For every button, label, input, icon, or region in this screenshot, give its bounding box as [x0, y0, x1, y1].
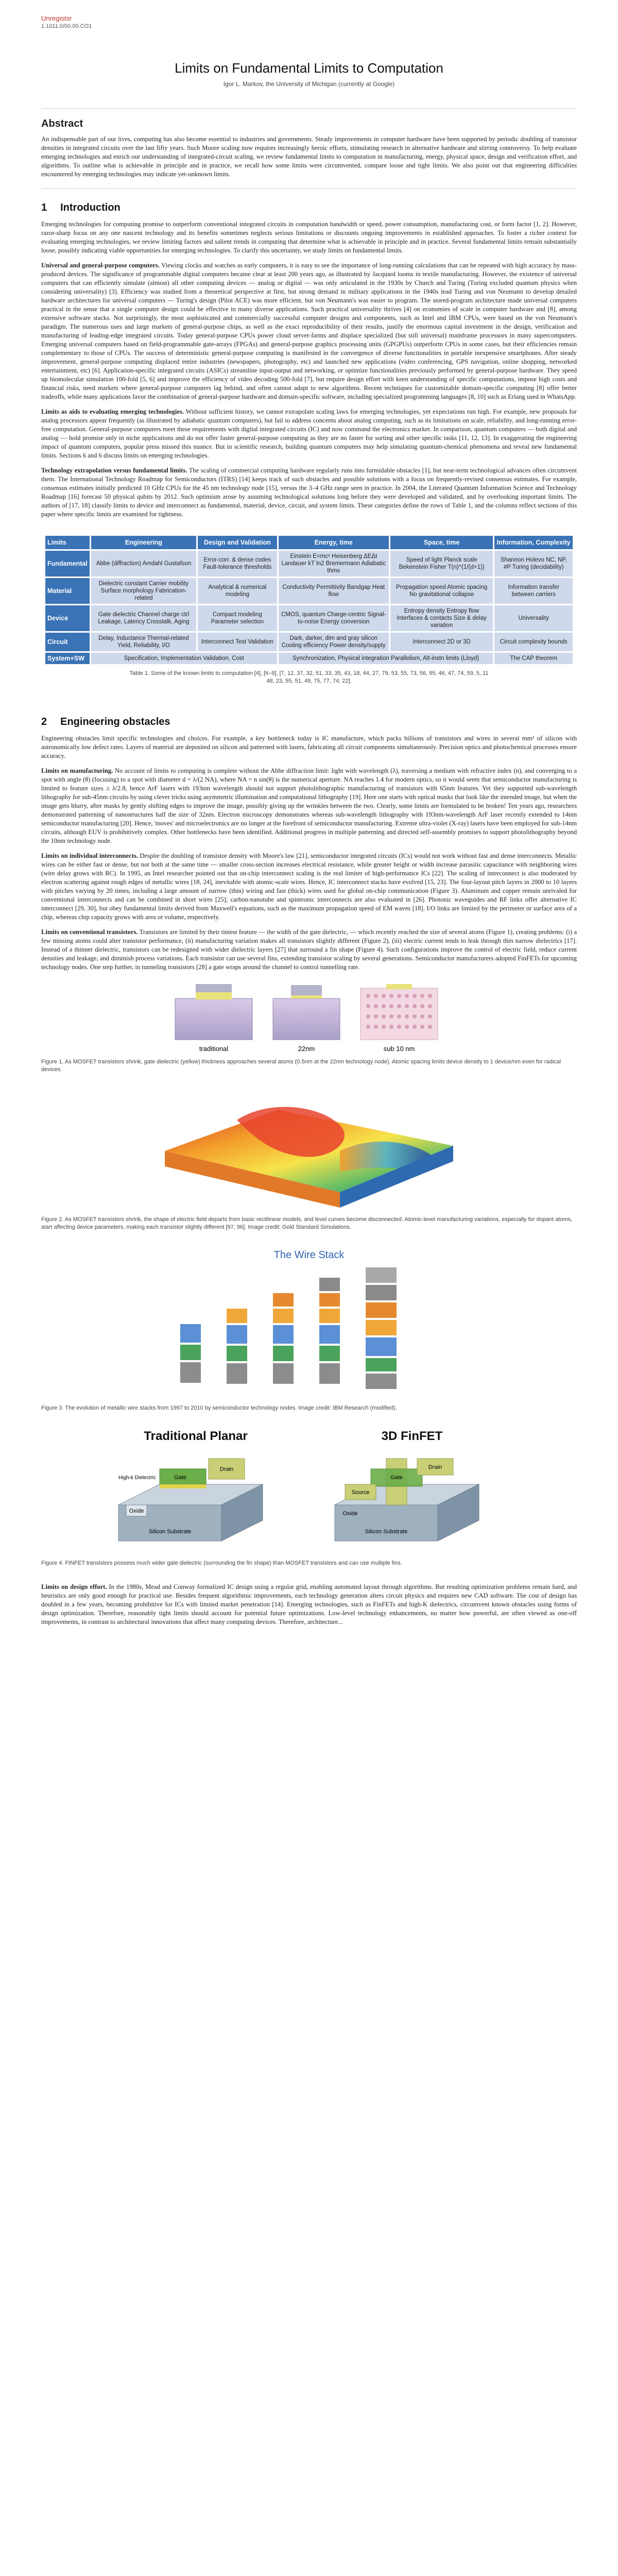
table-cell: Analytical & numerical modeling — [198, 578, 277, 604]
table-cell: Interconnect Test Validation — [198, 633, 277, 651]
table-cell: Abbe (diffraction) Amdahl Gustafson — [91, 551, 196, 577]
table-row — [45, 605, 573, 631]
table-row-header: Device — [45, 605, 90, 631]
table-cell: Universality — [494, 605, 573, 631]
paragraph — [41, 852, 577, 922]
paragraph-body: The scaling of commercial computing hardware regularly runs into formidable obstacles [1], but near-term technological advances often circumvent them. The International Technology Roadmap for Semiconductors (ITRS) [14] keeps track of such obstacles and possible solutions with a focus on frequently-revised consensus estimates. For example, consensus estimates initially predicted 10 GHz CPUs for the 45 nm technology node [15], versus the 3–4 GHz range seen in practice. In 2004, the Literated Quantum Information Science and Technology Roadmap [16] forecast 50 physical qubits by 2012. Such optimism arose by assuming technological solutions long before they were developed and validated, and by overlooking important limits. The authors of [17, 18] classify limits to device and interconnect as fundamental, material, device, circuit, and system limits. These categories define the rows of Table 1, and the columns reflect sections of this paper where specific limits are examined for tightness. — [41, 467, 577, 518]
paragraph-lead: Limits on design effort. — [41, 1583, 107, 1590]
figure-4-caption: Figure 4. FINFET transistors possess much wider gate dielectric (surrounding the fin shape) than MOSFET transistors and can use multiple fins. — [41, 1560, 402, 1566]
label-gate: Gate — [174, 1475, 186, 1481]
figure-1 — [41, 978, 577, 1055]
wire-stack-2000 — [227, 1309, 247, 1384]
label-silicon: Silicon Substrate — [365, 1529, 408, 1535]
table-row — [45, 578, 573, 604]
table-cell: Error-corr. & dense codes Fault-tolerance thresholds — [198, 551, 277, 577]
figure-title: The Wire Stack — [273, 1249, 345, 1261]
table-row-header: Material — [45, 578, 90, 604]
paragraph-lead: Limits as aids to evaluating emerging technologies. — [41, 408, 184, 415]
planar-vs-finfet-illustration — [98, 1428, 520, 1556]
figure-title: Traditional Planar — [144, 1429, 248, 1443]
table-cell: CMOS, quantum Charge-centric Signal-to-noise Energy conversion — [279, 605, 389, 631]
paragraph: Emerging technologies for computing promise to outperform conventional integrated circuits in computation bandwidth or speed, power consumption, manufacturing cost, or form factor [1, 2]. However, razor-sharp focus on any one nascent technology and its benefits sometimes neglects serious limitations or discounts ongoing improvements in established approaches. To foster a richer context for evaluating emerging technologies, we review limiting factors and salient trends in computing that determine what is achievable in principle and in practice. Several fundamental limits remain substantially loose, possibly indicating viable opportunities for emerging technologies. To clarify this uncertainty, we study limits on fundamental limits. — [41, 221, 577, 254]
figure-3-caption: Figure 3. The evolution of metallic wire stacks from 1997 to 2010 by semiconductor technology nodes. Image credit: IBM Research (modified). — [41, 1405, 397, 1411]
abstract-heading: Abstract — [41, 118, 83, 129]
figure-1-caption: Figure 1. As MOSFET transistors shrink, gate dielectric (yellow) thickness approaches several atoms (0.5nm at the 22nm technology node). Atomic spacing limits device density to 1 device/nm even for radical devices. — [41, 1059, 561, 1073]
author-line: Igor L. Markov, the University of Michigan (currently at Google) — [223, 80, 395, 88]
planar-transistor — [118, 1459, 263, 1541]
section-1-heading — [41, 202, 577, 214]
section-title: Engineering obstacles — [60, 716, 170, 727]
table-cell: Gate dielectric Channel charge ctrl Leakage, Latency Crosstalk, Aging — [91, 605, 196, 631]
table-cell: Interconnect 2D or 3D — [390, 633, 493, 651]
table-row-header: System+SW — [45, 653, 90, 664]
label-drain: Drain — [428, 1464, 442, 1470]
table-cell: Information transfer between carriers — [494, 578, 573, 604]
section-number: 1 — [41, 202, 47, 213]
table-cell: Propagation speed Atomic spacing No gravitational collapse — [390, 578, 493, 604]
table-header-cell: Engineering — [91, 536, 196, 549]
table-header-cell: Space, time — [390, 536, 493, 549]
section-2-heading — [41, 716, 577, 728]
paragraph-body: In the 1980s, Mead and Conway formalized IC design using a regular grid, enabling automated layout through algorithms. But resulting optimization problems remain hard, and heuristics are only good enough for practical use. Besides frequent algorithmic improvements, each technology generation alters circuit physics and requires new CAD software. The cost of design has doubled in a few years, becoming prohibitive for ICs with limited market penetration [14]. Emerging technologies, such as FinFETs and high-K dielectrics, circumvent known obstacles using forms of design optimization. Therefore, reasonably tight limits should account for potential future optimizations. Low-level technology enhancements, no matter how powerful, are often viewed as one-off improvements, in contrast to architectural innovations that affect many computing devices. Therefore, architecture... — [41, 1583, 577, 1625]
label-source: Source — [351, 1489, 370, 1496]
transistor-scaling-illustration — [165, 978, 453, 1055]
paragraph-body: No account of limits to computing is complete without the Abbe diffraction limit: light with wavelength (λ), traversing a medium with refractive index (n), and converging to a spot with angle (θ) (focusing) to a spot with diameter d = λ/(2 NA), where NA = n sin(θ) is the numerical aperture. NA reaches 1.4 for modern optics, so it would seem that semiconductor manufacturing is limited to feature sizes ≥ λ/2.8, hence ArF lasers with 193nm wavelength should not support photolithographic manufacturing of transistors with 65nm features. Yet they supported sub-wavelength lithography for sub-45nm circuits by using clever tricks using asymmetric illumination and computational lithography [19]. Here one starts with optical masks that look like the intended image, but when the image gets blurry, after masks by gently shifting edges to improve the image, possibly giving up the wrinkles between the two. Clearly, some limits are formulated to be broken! Ten years ago, researchers demonstrated patterning of nanostructures half the size of 32nm. Electron microscopy demonstrates whereas sub-wavelength lithography with 193nm-wavelength ArF laser recently extended to 14nm semiconductor manufacturing [20]. Hence, 'moves' and microelectronics are no longer at the forefront of semiconductor manufacturing. Extreme ultra-violet (X-ray) lasers have been employed for sub-14nm circuits, although EUV is prohibitively complex. Other bottlenecks have been identified. Additional progress in multiple patterning and directed self-assembly promises to support photolithography beyond the 10nm technology node. — [41, 767, 577, 844]
wire-stack-2003 — [273, 1293, 294, 1384]
table-cell: The CAP theorem — [494, 653, 573, 664]
paragraph — [41, 408, 577, 460]
table-header-cell: Information, Complexity — [494, 536, 573, 549]
label-silicon: Silicon Substrate — [148, 1529, 192, 1535]
unregistered-watermark: Unregistsr — [41, 14, 72, 22]
table-cell: Conductivity Permittivity Bandgap Heat flow — [279, 578, 389, 604]
table-cell: Circuit complexity bounds — [494, 633, 573, 651]
table-header-cell: Design and Validation — [198, 536, 277, 549]
limits-table — [44, 534, 574, 666]
traditional-transistor — [175, 984, 252, 1040]
paragraph-body: Viewing clocks and watches as early computers, it is easy to see the importance of long-running calculations that can be repeated with high accuracy by mass-produced devices. The significance of programmable digital computers became clear at least 200 years ago, as illustrated by Jacquard looms in textile manufacturing. However, the existence of universal computers that can efficiently simulate (almost) all other computing devices — analog or digital — was only articulated in the 1930s by Church and Turing (Turing excluded quantum physics when considering universality) [3]. Efficiency was studied from a theoretical perspective at first, but strong demand in military applications in the 1940s lead Turing and von Neumann to develop detailed hardware architectures for universal computers — Turing's design (Pilot ACE) was more efficient, but von Neumann's was easier to program. The stored-program architecture made universal computers practical in the sense that a single computer design could be effective in many diverse applications. Such practical universality thrives [4] on economies of scale in computer hardware and [8], among extensive software stacks. Not surprisingly, the most sophisticated and commercially successful computer designs and components, such as Intel and IBM CPUs, were based on the von Neumann's paradigm. The numerous uses and large markets of general-purpose chips, as well as the exact reproducibility of their results, justify the enormous capital investment in the design, verification and manufacturing of leading-edge integrated circuits. Today general-purpose CPUs power cloud server-farms and displace specialized (but still universal) mainframe processors in many supercomputers. Emerging universal computers based on field-programmable gate-arrays (FPGAs) and general-purpose graphics processing units (GPGPUs) outperform CPUs in some cases, but their efficiencies remain complementary to those of CPUs. The success of deterministic general-purpose computing is manifested in the convergence of diverse functionalities in portable inexpensive smartphones. After steady improvement, general-purpose computing displaced entire industries (newspapers, photography, etc) and launched new applications (video conferencing, GPS navigation, online shopping, networked entertainment, etc) [6]. Application-specific integrated circuits (ASICs) streamline input-output and networking, or optimize functionalities previously performed by general-purpose hardware. They speed up biomolecular simulation 100-fold [5, 6] and improve the efficiency of video decoding 500-fold [7], but require design effort with keen understanding of specific computations, impose high costs and financial risks, need markets where general-purpose computers lag behind, and often cannot adapt to new algorithms. Recent techniques for customizable domain-specific computing [8] offer better tradeoffs, while many applications favor the combination of general-purpose hardware and domain-specific software, including specialized programming languages [8, 10] such as Erlang used in WhatsApp. — [41, 262, 577, 400]
figure-label: traditional — [199, 1045, 229, 1053]
22nm-transistor — [273, 985, 340, 1040]
table-cell: Shannon Holevo NC, NP, #P Turing (decidability) — [494, 551, 573, 577]
section-number: 2 — [41, 716, 47, 727]
paragraph-lead: Universal and general-purpose computers. — [41, 262, 160, 269]
table-cell: Dielectric constant Carrier mobility Surface morphology Fabrication-related — [91, 578, 196, 604]
paper-page — [41, 0, 577, 1626]
wire-stack-illustration — [149, 1247, 469, 1401]
table-cell: Delay, Inductance Thermal-related Yield, Reliability, I/O — [91, 633, 196, 651]
paragraph-body: Transistors are limited by their tiniest feature — the width of the gate dielectric, — which recently reached the size of several atoms (Figure 1), creating problems: (i) a few missing atoms could alter transistor performance, (ii) manufacturing variation makes all transistors slightly different (Figure 2), (iii) electric current tends to leak through thin narrow dielectrics [17]. Instead of a thinner dielectric, transistors can be redesigned with wider dielectric layers [27] that surround a fin shape (Figure 4). Such configurations improve the control of electric field, reduce current densities and leakage, and diminish process variations. Each transistor can use several fins, extending transistor scaling by several generations. Semiconductor manufacturers adopted FinFETs for upcoming technology nodes. One step further, in tunneling transistors [28] a gate wraps around the channel to control tunnelling rate. — [41, 928, 577, 971]
paragraph-lead: Limits on conventional transistors. — [41, 928, 138, 936]
section-title: Introduction — [60, 202, 121, 213]
paragraph-body: Without sufficient history, we cannot extrapolate scaling laws for emerging technologies, yet expectations run high. For example, new proposals for analog processors appear frequently (as illustrated by adiabatic quantum computers), but fail to address concerns about analog computing, such as its limitations on scale, reliability, and long-running error-free computation. General-purpose computers meet these requirements with digital integrated circuits (IC) and now command the electronics market. In comparison, quantum computers — both digital and analog — hold promise only in niche applications and do not offer faster general-purpose computing as they are no faster for sorting and other specific tasks [11, 12, 13]. In exaggerating the engineering impact of quantum computers, popular press missed this nuance. But in scientific research, building quantum computers may help simulating quantum-chemical phenomena and reveal new fundamental limits. Sections 6 and 6 discuss limits on emerging technologies. — [41, 408, 577, 459]
table-caption: Table 1. Some of the known limits to computation [4], [6–9], [7, 12, 37, 32, 51, 33, 35, 43, 18, 44, 27, 79, 53, 55, 73, 56, 95, 46, 47, 74, 59, 5, 11 48, 23, 55, 51, 49, 75, 77, 74, 22]. — [129, 670, 489, 684]
paragraph-lead: Technology extrapolation versus fundamental limits. — [41, 467, 187, 474]
wire-stack-2010 — [366, 1267, 397, 1389]
table-cell: Einstein E=mc² Heisenberg ΔEΔt Landauer kT ln2 Bremermann Adiabatic thms — [279, 551, 389, 577]
figure-2 — [41, 1089, 577, 1213]
divider — [41, 108, 577, 109]
paragraph-lead: Limits on manufacturing. — [41, 767, 113, 774]
table-cell: Synchronization, Physical integration Parallelism, Alt-instn limits (Lloyd) — [279, 653, 493, 664]
table-header-cell: Limits — [45, 536, 90, 549]
paragraph-lead: Limits on individual interconnects. — [41, 852, 138, 859]
table-cell: Speed of light Planck scale Bekenstein Fisher T(n)^(1/(d+1)) — [390, 551, 493, 577]
paragraph — [41, 466, 577, 519]
label-high-k: High-k Dielectric — [118, 1475, 156, 1481]
table-row — [45, 653, 573, 664]
table-row-header: Fundamental — [45, 551, 90, 577]
figure-4 — [41, 1428, 577, 1556]
table-cell: Specification, Implementation Validation, Cost — [91, 653, 277, 664]
table-header-row — [45, 536, 573, 549]
sub-10nm-transistor — [360, 984, 438, 1040]
label-oxide: Oxide — [129, 1508, 144, 1514]
electric-field-simulation-image — [144, 1089, 474, 1213]
table-header-cell: Energy, time — [279, 536, 389, 549]
figure-2-caption: Figure 2. As MOSFET transistors shrink, the shape of electric field departs from basic rectilinear models, and level curves become disconnected. Atomic-level manufacturing variations, especially for dopant atoms, start affecting device parameters, making each transistor slightly different [97, 96]. Image credit: Gold Standard Simulations. — [41, 1216, 573, 1230]
table-row — [45, 633, 573, 651]
abstract-text: An indispensable part of our lives, computing has also become essential to industries and governments. Steady improvements in computer hardware have been supported by periodic doubling of transistor densities in integrated circuits over the last fifty years. Such Moore scaling now requires increasingly heroic efforts, stimulating research in alternative hardware and stirring controversy. To help evaluate emerging technologies and enrich our understanding of integrated-circuit scaling, we review fundamental limits to computation in manufacturing, energy, physical space, design and verification effort, and algorithms. To outline what is achievable in principle and in practice, we recall how some limits were circumvented, compare loose and tight limits. We also point out that engineering difficulties encountered by emerging technologies may indicate yet-unknown limits. — [41, 135, 577, 178]
paper-title: Limits on Fundamental Limits to Computation — [175, 60, 443, 76]
paragraph — [41, 261, 577, 401]
paragraph — [41, 767, 577, 845]
table-cell: Dark, darker, dim and gray silicon Cooling efficiency Power density/supply — [279, 633, 389, 651]
figure-3 — [41, 1247, 577, 1401]
paragraph-body: Despite the doubling of transistor density with Moore's law [21], semiconductor integrated circuits (ICs) would not work without fast and dense interconnects. Metallic wires can be either fast or dense, but not both at the same time — smaller cross-section increases electrical resistance, while greater height or width increase parasitic capacitance with neighboring wires (wire delay grows with RC). In 1995, an Intel researcher pointed out that on-chip interconnect scaling is the real limiter of high-performance ICs [22]. The scaling of interconnect is also moderated by electron scattering against rough edges of metallic wires [18, 24], inevitable with atomic-scale wires. Hence, IC interconnect stacks have evolved [15, 23]. The four-layout pitch layers in 2000 to 10 layers with pitches varying by 20 times, including a large amount of narrow (thin) wiring and fast (thick) wires used for global on-chip communication (Figure 3). Aluminum and copper remain unrivaled for conventional interconnects and can be combined in short wires [25]; carbon-nanotube and spintronic interconnects are also evaluated in [26]. Photonic waveguides and RF links offer alternative IC interconnect [29, 30], but obey fundamental limits derived from Maxwell's equations, such as the maximum propagation speed of EM waves [18]. I/O links are limited by the perimeter or surface area of a chip, whereas chip capacity grows with area or volume, respectively. — [41, 852, 577, 921]
table-cell: Compact modeling Parameter selection — [198, 605, 277, 631]
finfet-transistor — [335, 1459, 479, 1541]
label-oxide: Oxide — [342, 1511, 358, 1517]
table-cell: Entropy density Entropy flow Interfaces & contacts Size & delay variation — [390, 605, 493, 631]
paragraph — [41, 1583, 577, 1626]
label-gate: Gate — [390, 1475, 403, 1481]
figure-title: 3D FinFET — [381, 1429, 443, 1443]
table-row-header: Circuit — [45, 633, 90, 651]
wire-stack-2006 — [319, 1278, 340, 1384]
divider — [41, 188, 577, 189]
label-drain: Drain — [219, 1466, 234, 1472]
figure-label: sub 10 nm — [383, 1045, 415, 1053]
doi-line: 1.1011.0/00.00.CO1 — [41, 23, 92, 29]
paragraph: Engineering obstacles limit specific technologies and choices. For example, a key bottleneck today is IC manufacture, which packs billions of transistors and wires in several mm² of silicon with astronomically low defect rates. Layers of material are deposited on silicon and patterned with lasers, fabricating all circuit components simultaneously. Precision optics and photochemical processes ensure accuracy. — [41, 735, 577, 759]
paragraph — [41, 928, 577, 972]
wire-stack-1997 — [180, 1324, 201, 1383]
table-row — [45, 551, 573, 577]
figure-label: 22nm — [298, 1045, 315, 1053]
